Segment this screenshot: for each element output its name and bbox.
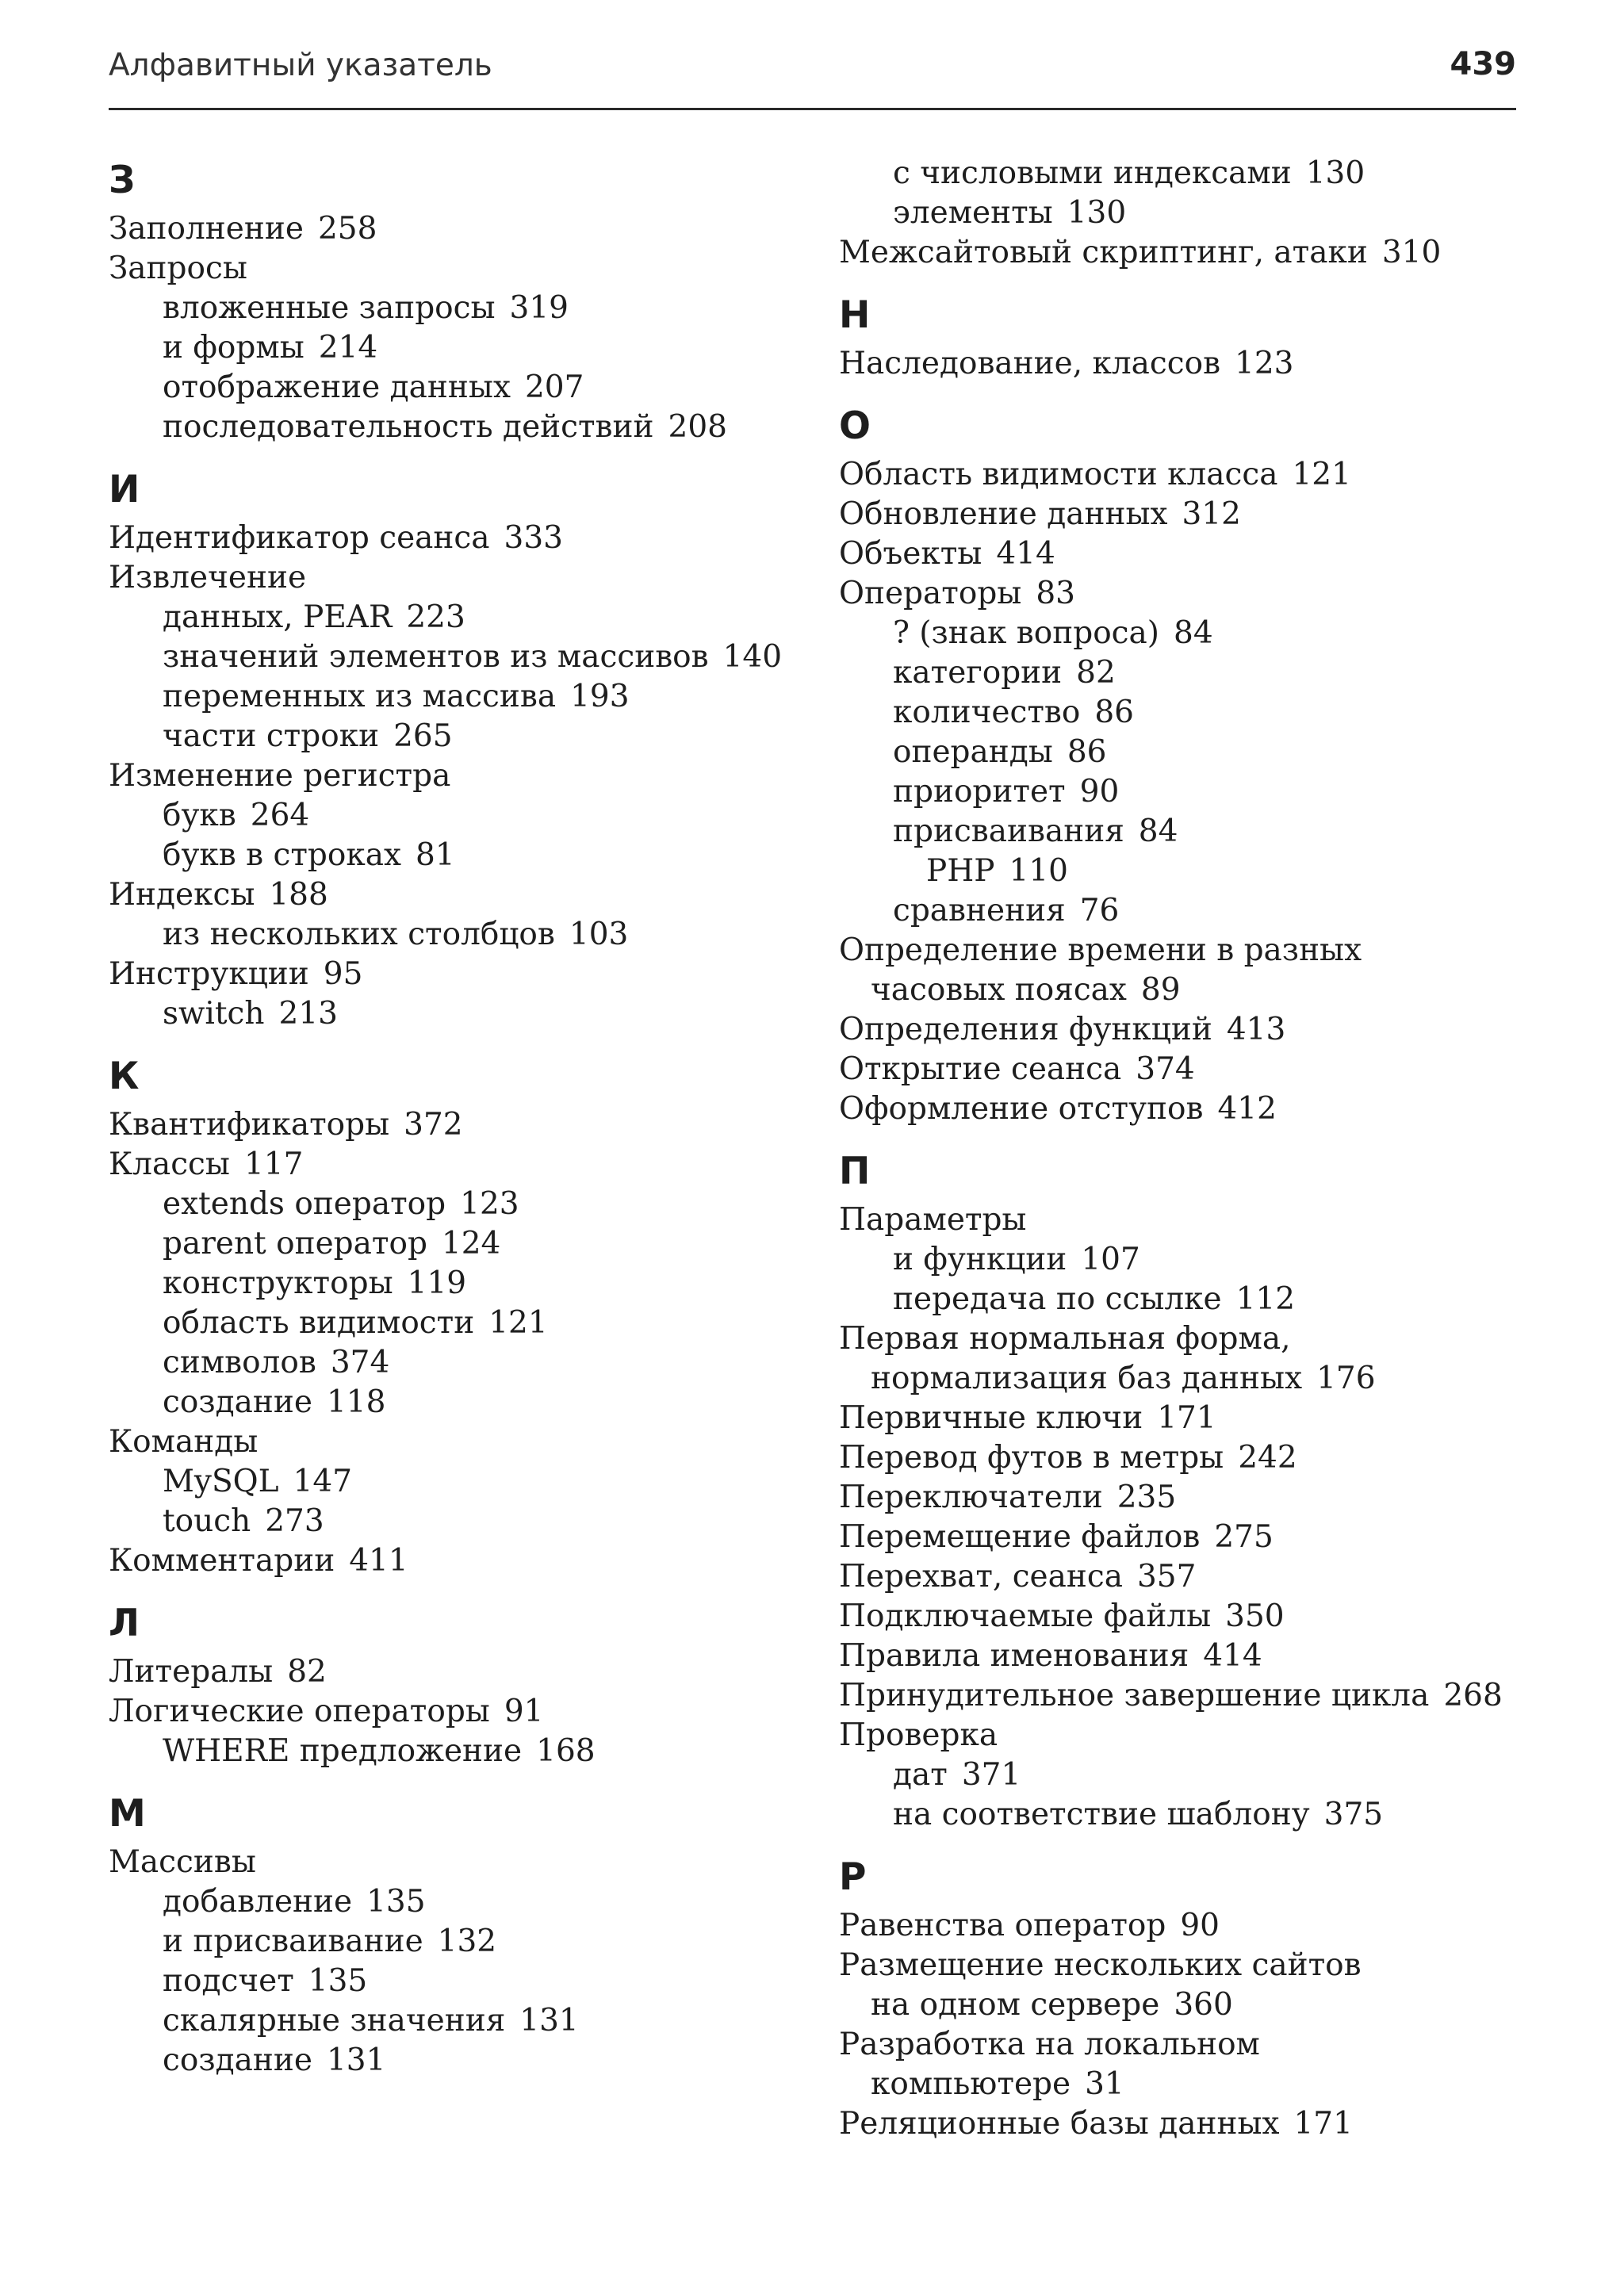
index-entry xyxy=(839,1399,1537,1438)
entry-term: WHERE предложение xyxy=(163,1733,523,1769)
index-subentry xyxy=(109,1922,822,1962)
index-entry xyxy=(109,558,822,598)
index-entry xyxy=(839,574,1537,614)
index-entry xyxy=(839,534,1537,574)
index-section xyxy=(109,155,822,447)
index-subentry xyxy=(109,717,822,756)
entry-term: с числовыми индексами xyxy=(893,155,1292,191)
entry-term: Перевод футов в метры xyxy=(839,1440,1224,1476)
entry-term: MySQL xyxy=(163,1464,279,1499)
entry-term: элементы xyxy=(893,195,1053,231)
entry-term: и функции xyxy=(893,1242,1067,1277)
entry-page-number: 83 xyxy=(1036,576,1075,611)
entry-page-number: 131 xyxy=(326,2042,386,2078)
entry-term: и присваивание xyxy=(163,1924,423,1959)
index-column-left xyxy=(109,155,822,2098)
entry-page-number: 360 xyxy=(1174,1987,1233,2023)
index-entry xyxy=(839,1716,1537,1755)
entry-term: Литералы xyxy=(109,1654,274,1690)
section-letter: М xyxy=(109,1792,146,1836)
index-subentry xyxy=(839,772,1537,812)
entry-term: Проверка xyxy=(839,1717,998,1753)
entry-page-number: 140 xyxy=(722,639,783,675)
index-section xyxy=(109,1051,822,1581)
entry-term: Перемещение файлов xyxy=(839,1519,1201,1555)
index-subentry xyxy=(109,1462,822,1502)
index-entry xyxy=(109,1422,822,1462)
index-subentry xyxy=(109,368,822,408)
entry-page-number: 414 xyxy=(996,536,1055,572)
index-subentry xyxy=(109,1185,822,1224)
entry-term: и формы xyxy=(163,330,304,366)
entry-term: сравнения xyxy=(893,893,1066,928)
entry-term: части строки xyxy=(163,718,380,754)
index-section xyxy=(109,465,822,1034)
entry-term: Квантификаторы xyxy=(109,1107,390,1143)
index-entry xyxy=(839,2104,1537,2144)
index-subentry xyxy=(109,1502,822,1541)
entry-term: extends оператор xyxy=(163,1186,446,1222)
entry-term: последовательность действий xyxy=(163,409,654,445)
entry-term: из нескольких столбцов xyxy=(163,917,555,952)
entry-page-number: 91 xyxy=(504,1694,544,1729)
entry-term: дат xyxy=(893,1757,948,1793)
index-subentry xyxy=(109,836,822,875)
entry-page-number: 103 xyxy=(569,917,629,952)
entry-page-number: 193 xyxy=(570,679,630,714)
index-subentry xyxy=(109,598,822,637)
entry-term: на соответствие шаблону xyxy=(893,1797,1310,1832)
entry-page-number: 121 xyxy=(1292,457,1351,492)
entry-term: Индексы xyxy=(109,877,255,913)
entry-page-number: 86 xyxy=(1094,695,1134,730)
section-letter: К xyxy=(109,1055,140,1098)
index-entry xyxy=(839,1637,1537,1676)
entry-term: добавление xyxy=(163,1884,353,1920)
index-entry xyxy=(839,1906,1537,1946)
index-subentry xyxy=(839,1755,1537,1795)
entry-page-number: 90 xyxy=(1180,1908,1220,1943)
entry-page-number: 350 xyxy=(1225,1598,1285,1634)
entry-page-number: 82 xyxy=(287,1654,327,1690)
index-section xyxy=(839,290,1537,384)
index-subentry xyxy=(109,289,822,328)
entry-page-number: 147 xyxy=(293,1464,353,1499)
entry-page-number: 357 xyxy=(1136,1559,1197,1594)
index-section xyxy=(839,154,1537,273)
entry-page-number: 171 xyxy=(1293,2106,1353,2142)
entry-page-number: 31 xyxy=(1085,2066,1124,2102)
entry-page-number: 168 xyxy=(536,1733,596,1769)
entry-page-number: 124 xyxy=(441,1226,501,1261)
entry-term: Обновление данных xyxy=(839,496,1168,532)
index-entry xyxy=(839,1557,1537,1597)
entry-page-number: 213 xyxy=(278,996,338,1032)
entry-term: Параметры xyxy=(839,1202,1027,1238)
entry-term: Реляционные базы данных xyxy=(839,2106,1280,2142)
entry-page-number: 413 xyxy=(1226,1012,1286,1047)
entry-term: переменных из массива xyxy=(163,679,557,714)
entry-term: Идентификатор сеанса xyxy=(109,520,490,556)
entry-term: Логические операторы xyxy=(109,1694,490,1729)
entry-term: часовых поясах xyxy=(871,972,1127,1008)
entry-page-number: 275 xyxy=(1214,1519,1274,1555)
entry-term: Первичные ключи xyxy=(839,1400,1143,1436)
entry-term: Изменение регистра xyxy=(109,758,451,794)
entry-term: вложенные запросы xyxy=(163,290,496,326)
index-subentry xyxy=(839,653,1537,693)
section-letter: Р xyxy=(839,1855,867,1899)
index-entry xyxy=(839,495,1537,534)
entry-page-number: 107 xyxy=(1081,1242,1140,1277)
entry-term: скалярные значения xyxy=(163,2003,506,2039)
entry-page-number: 310 xyxy=(1381,235,1442,270)
entry-term: Принудительное завершение цикла xyxy=(839,1678,1430,1713)
index-entry xyxy=(109,1843,822,1882)
entry-term: Запросы xyxy=(109,251,247,286)
index-section xyxy=(839,1852,1537,2144)
entry-page-number: 90 xyxy=(1079,774,1120,810)
entry-term: отображение данных xyxy=(163,369,511,405)
entry-term: Подключаемые файлы xyxy=(839,1598,1212,1634)
entry-term: передача по ссылке xyxy=(893,1281,1222,1317)
entry-page-number: 81 xyxy=(416,837,455,873)
entry-term: parent оператор xyxy=(163,1226,427,1261)
index-entry-continuation xyxy=(839,1359,1537,1399)
entry-page-number: 123 xyxy=(460,1186,519,1222)
entry-page-number: 176 xyxy=(1316,1361,1376,1396)
entry-term: switch xyxy=(163,996,265,1032)
index-subentry xyxy=(839,733,1537,772)
entry-page-number: 265 xyxy=(393,718,453,754)
entry-term: область видимости xyxy=(163,1305,475,1341)
entry-page-number: 374 xyxy=(1136,1051,1195,1087)
entry-term: PHP xyxy=(926,853,995,889)
index-entry xyxy=(109,955,822,994)
entry-term: Открытие сеанса xyxy=(839,1051,1122,1087)
entry-page-number: 208 xyxy=(668,409,727,445)
index-entry-continuation xyxy=(839,970,1537,1010)
section-letter: О xyxy=(839,404,871,448)
index-entry xyxy=(839,1438,1537,1478)
entry-term: компьютере xyxy=(871,2066,1071,2102)
entry-page-number: 119 xyxy=(407,1265,467,1301)
index-subentry xyxy=(109,2041,822,2081)
index-subentry xyxy=(839,891,1537,931)
index-entry-continuation xyxy=(839,1985,1537,2025)
entry-term: количество xyxy=(893,695,1081,730)
entry-term: Операторы xyxy=(839,576,1022,611)
index-entry xyxy=(109,875,822,915)
entry-term: Комментарии xyxy=(109,1543,335,1579)
entry-page-number: 264 xyxy=(250,798,310,833)
entry-page-number: 188 xyxy=(269,877,328,913)
index-section xyxy=(109,1598,822,1771)
entry-term: символов xyxy=(163,1345,316,1380)
index-subentry xyxy=(109,1224,822,1264)
entry-page-number: 118 xyxy=(326,1384,386,1420)
index-entry xyxy=(839,1010,1537,1050)
index-subentry xyxy=(839,154,1537,193)
index-subentry xyxy=(839,614,1537,653)
entry-page-number: 84 xyxy=(1174,615,1213,651)
entry-page-number: 235 xyxy=(1116,1480,1177,1515)
entry-term: Определение времени в разных xyxy=(839,932,1362,968)
entry-term: на одном сервере xyxy=(871,1987,1160,2023)
index-subentry xyxy=(839,193,1537,233)
index-subentry xyxy=(109,796,822,836)
entry-page-number: 95 xyxy=(323,956,363,992)
entry-page-number: 130 xyxy=(1305,155,1365,191)
entry-page-number: 84 xyxy=(1138,814,1178,849)
index-entry xyxy=(109,1145,822,1185)
index-subentry xyxy=(839,1280,1537,1319)
index-section xyxy=(839,1147,1537,1835)
entry-page-number: 319 xyxy=(509,290,569,326)
entry-page-number: 117 xyxy=(243,1147,304,1182)
index-entry xyxy=(839,344,1537,384)
index-subentry xyxy=(109,2001,822,2041)
index-subentry xyxy=(109,915,822,955)
index-entry xyxy=(839,233,1537,273)
entry-page-number: 121 xyxy=(488,1305,548,1341)
running-header xyxy=(109,44,1516,110)
index-subentry xyxy=(109,1264,822,1304)
index-entry xyxy=(109,1105,822,1145)
entry-page-number: 86 xyxy=(1067,734,1107,770)
entry-page-number: 371 xyxy=(961,1757,1021,1793)
entry-term: Перехват, сеанса xyxy=(839,1559,1123,1594)
entry-page-number: 312 xyxy=(1182,496,1241,532)
index-subentry xyxy=(839,852,1537,891)
index-subentry xyxy=(109,1882,822,1922)
entry-term: букв xyxy=(163,798,236,833)
entry-term: нормализация баз данных xyxy=(871,1361,1303,1396)
entry-page-number: 130 xyxy=(1067,195,1127,231)
entry-term: конструкторы xyxy=(163,1265,393,1301)
index-entry xyxy=(109,249,822,289)
index-subentry xyxy=(109,1383,822,1422)
index-subentry xyxy=(109,637,822,677)
index-subentry xyxy=(839,1795,1537,1835)
index-entry xyxy=(839,1478,1537,1518)
index-column-right xyxy=(839,154,1537,2161)
entry-term: Правила именования xyxy=(839,1638,1189,1674)
entry-term: Межсайтовый скриптинг, атаки xyxy=(839,235,1368,270)
index-subentry xyxy=(109,1962,822,2001)
entry-term: Инструкции xyxy=(109,956,309,992)
entry-page-number: 412 xyxy=(1217,1091,1277,1127)
entry-page-number: 110 xyxy=(1009,853,1068,889)
entry-page-number: 273 xyxy=(265,1503,324,1539)
entry-term: Заполнение xyxy=(109,211,304,247)
entry-term: Классы xyxy=(109,1147,230,1182)
index-subentry xyxy=(839,693,1537,733)
index-entry-continuation xyxy=(839,2065,1537,2104)
entry-term: Равенства оператор xyxy=(839,1908,1166,1943)
entry-page-number: 374 xyxy=(330,1345,390,1380)
section-letter: З xyxy=(109,159,136,202)
entry-term: ? (знак вопроса) xyxy=(893,615,1159,651)
entry-page-number: 135 xyxy=(366,1884,426,1920)
entry-page-number: 258 xyxy=(317,211,377,247)
index-entry xyxy=(839,455,1537,495)
entry-term: Объекты xyxy=(839,536,982,572)
index-subentry xyxy=(109,994,822,1034)
index-subentry xyxy=(109,677,822,717)
entry-term: Команды xyxy=(109,1424,259,1460)
index-entry xyxy=(839,1597,1537,1637)
index-section xyxy=(839,401,1537,1129)
entry-term: Область видимости класса xyxy=(839,457,1278,492)
entry-term: Размещение нескольких сайтов xyxy=(839,1947,1362,1983)
entry-page-number: 89 xyxy=(1140,972,1181,1008)
entry-page-number: 268 xyxy=(1443,1678,1503,1713)
entry-term: категории xyxy=(893,655,1063,691)
index-subentry xyxy=(109,328,822,368)
entry-page-number: 131 xyxy=(519,2003,579,2039)
entry-page-number: 76 xyxy=(1079,893,1120,928)
entry-term: операнды xyxy=(893,734,1053,770)
section-letter: Л xyxy=(109,1602,140,1645)
entry-term: touch xyxy=(163,1503,251,1539)
entry-page-number: 411 xyxy=(349,1543,408,1579)
entry-page-number: 135 xyxy=(308,1963,368,1999)
index-subentry xyxy=(839,812,1537,852)
index-entry xyxy=(839,1676,1537,1716)
header-title: Алфавитный указатель xyxy=(109,48,492,83)
section-letter: П xyxy=(839,1150,871,1193)
entry-page-number: 214 xyxy=(318,330,378,366)
index-subentry xyxy=(109,1343,822,1383)
entry-term: присваивания xyxy=(893,814,1124,849)
entry-page-number: 207 xyxy=(524,369,584,405)
entry-term: создание xyxy=(163,1384,312,1420)
entry-term: Определения функций xyxy=(839,1012,1212,1047)
index-entry xyxy=(109,756,822,796)
entry-term: букв в строках xyxy=(163,837,401,873)
entry-term: Массивы xyxy=(109,1844,256,1880)
index-subentry xyxy=(109,408,822,447)
entry-term: Первая нормальная форма, xyxy=(839,1321,1291,1357)
index-entry xyxy=(109,519,822,558)
entry-term: Переключатели xyxy=(839,1480,1103,1515)
entry-page-number: 372 xyxy=(404,1107,463,1143)
index-entry xyxy=(109,1541,822,1581)
index-entry xyxy=(839,931,1537,970)
section-letter: Н xyxy=(839,293,871,337)
index-subentry xyxy=(839,1240,1537,1280)
index-entry xyxy=(109,1692,822,1732)
entry-page-number: 414 xyxy=(1203,1638,1262,1674)
entry-page-number: 171 xyxy=(1157,1400,1216,1436)
entry-term: Разработка на локальном xyxy=(839,2027,1260,2062)
index-entry xyxy=(839,1518,1537,1557)
entry-page-number: 242 xyxy=(1238,1440,1297,1476)
index-section xyxy=(109,1789,822,2081)
entry-term: Наследование, классов xyxy=(839,346,1221,381)
index-entry xyxy=(839,1946,1537,1985)
index-entry xyxy=(839,1200,1537,1240)
entry-page-number: 82 xyxy=(1076,655,1116,691)
entry-page-number: 333 xyxy=(504,520,563,556)
index-subentry xyxy=(109,1732,822,1771)
index-entry xyxy=(839,2025,1537,2065)
entry-page-number: 375 xyxy=(1323,1797,1384,1832)
entry-term: данных, PEAR xyxy=(163,599,393,635)
entry-term: создание xyxy=(163,2042,312,2078)
entry-term: Оформление отступов xyxy=(839,1091,1204,1127)
entry-term: значений элементов из массивов xyxy=(163,639,709,675)
entry-term: подсчет xyxy=(163,1963,294,1999)
entry-page-number: 123 xyxy=(1235,346,1294,381)
entry-page-number: 223 xyxy=(406,599,465,635)
index-subentry xyxy=(109,1304,822,1343)
section-letter: И xyxy=(109,468,140,511)
entry-page-number: 132 xyxy=(437,1924,497,1959)
index-entry xyxy=(109,1652,822,1692)
index-entry xyxy=(839,1050,1537,1089)
index-entry xyxy=(109,209,822,249)
page-number: 439 xyxy=(1450,46,1516,82)
index-entry xyxy=(839,1319,1537,1359)
entry-term: Извлечение xyxy=(109,560,307,595)
entry-page-number: 112 xyxy=(1235,1281,1296,1317)
entry-term: приоритет xyxy=(893,774,1066,810)
index-entry xyxy=(839,1089,1537,1129)
